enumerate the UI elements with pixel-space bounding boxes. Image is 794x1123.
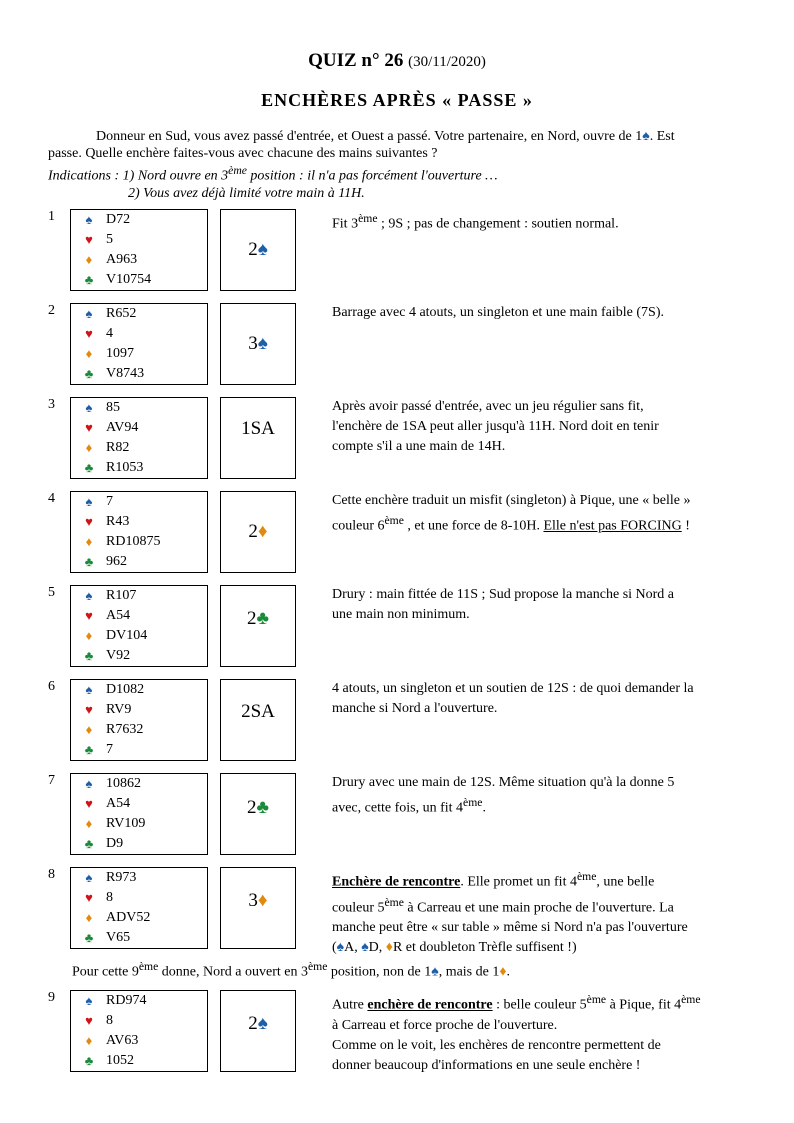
- diamond-cards: AV63: [106, 1033, 139, 1048]
- spade-cards: R973: [106, 870, 137, 885]
- diamond-icon: ♦: [85, 1033, 93, 1048]
- hand-box: [70, 679, 208, 761]
- diamond-cards: A963: [106, 252, 138, 267]
- bid-level: 2: [248, 1013, 258, 1034]
- club-icon: ♣: [84, 836, 94, 851]
- deal-5: [48, 585, 758, 667]
- spade-cards: R652: [106, 306, 137, 321]
- spade-cards: RD974: [106, 993, 147, 1008]
- heart-icon: ♥: [85, 890, 93, 905]
- spade-icon: ♠: [85, 494, 93, 509]
- bid-level: 2: [248, 521, 258, 542]
- spade-icon: ♠: [642, 129, 650, 144]
- deal-1: [48, 209, 758, 291]
- deal-3: [48, 397, 758, 479]
- diamond-icon: ♦: [257, 890, 268, 911]
- diamond-icon: ♦: [257, 521, 268, 542]
- deal-comment: Après avoir passé d'entrée, avec un jeu régulier sans fit, l'enchère de 1SA peut aller jusqu'à 11H. Nord doit en tenir compte s'il a une main de 14H.: [332, 399, 659, 454]
- quiz-date: (30/11/2020): [408, 54, 486, 70]
- heart-icon: ♥: [85, 702, 93, 717]
- spade-icon: ♠: [85, 870, 93, 885]
- club-cards: 7: [106, 742, 113, 757]
- deal-number: 2: [48, 303, 55, 318]
- deal-6: [48, 679, 758, 761]
- spade-icon: ♠: [85, 776, 93, 791]
- hand-box: [70, 773, 208, 855]
- intro-line-1: Donneur en Sud, vous avez passé d'entrée, et Ouest a passé. Votre partenaire, en Nord, ouvre de 1♠. Est: [96, 129, 675, 144]
- deal-comment: 4 atouts, un singleton et un soutien de 12S : de quoi demander la manche si Nord a l'ouverture.: [332, 681, 694, 716]
- heart-cards: 5: [106, 232, 113, 247]
- deal-number: 6: [48, 679, 55, 694]
- spade-icon: ♠: [85, 588, 93, 603]
- spade-icon: ♠: [85, 400, 93, 415]
- diamond-icon: ♦: [85, 910, 93, 925]
- spade-cards: D72: [106, 212, 131, 227]
- heart-cards: RV9: [106, 702, 132, 717]
- quiz-title: QUIZ n° 26: [308, 50, 404, 71]
- spade-icon: ♠: [257, 239, 268, 260]
- heart-icon: ♥: [85, 1013, 93, 1028]
- bid-box: [220, 585, 296, 667]
- heart-cards: AV94: [106, 420, 139, 435]
- spade-icon: ♠: [361, 940, 369, 956]
- deal-comment: Cette enchère traduit un misfit (singleton) à Pique, une « belle » couleur 6ème , et une force de 8-10H. Elle n'est pas FORCING !: [332, 493, 691, 534]
- intro-text: [48, 128, 748, 202]
- diamond-icon: ♦: [385, 940, 393, 956]
- enchere-rencontre-label: enchère de rencontre: [367, 997, 493, 1013]
- hand-box: [70, 990, 208, 1072]
- club-cards: V65: [106, 930, 131, 945]
- deal-4: [48, 491, 758, 573]
- diamond-icon: ♦: [85, 628, 93, 643]
- spade-icon: ♠: [85, 682, 93, 697]
- diamond-icon: ♦: [85, 534, 93, 549]
- heart-icon: ♥: [85, 514, 93, 529]
- heart-cards: 4: [106, 326, 113, 341]
- club-icon: ♣: [84, 366, 94, 381]
- diamond-cards: R7632: [106, 722, 144, 737]
- intro-line-2: passe. Quelle enchère faites-vous avec chacune des mains suivantes ?: [48, 146, 438, 161]
- hand-box: [70, 867, 208, 949]
- diamond-icon: ♦: [85, 252, 93, 267]
- spade-cards: D1082: [106, 682, 145, 697]
- deal-comment: Drury avec une main de 12S. Même situation qu'à la donne 5 avec, cette fois, un fit 4ème.: [332, 775, 675, 816]
- club-cards: D9: [106, 836, 124, 851]
- bid-box: [220, 867, 296, 949]
- spade-icon: ♠: [336, 940, 345, 956]
- diamond-cards: 1097: [106, 346, 134, 361]
- not-forcing-note: Elle n'est pas FORCING: [543, 518, 682, 534]
- indication-2: 2) Vous avez déjà limité votre main à 11H.: [128, 185, 365, 201]
- deal-number: 4: [48, 491, 55, 506]
- spade-icon: ♠: [431, 964, 439, 980]
- deal-number: 7: [48, 773, 55, 788]
- enchere-rencontre-label: Enchère de rencontre: [332, 874, 461, 890]
- deal-comment: Drury : main fittée de 11S ; Sud propose la manche si Nord a une main non minimum.: [332, 587, 675, 622]
- diamond-icon: ♦: [85, 346, 93, 361]
- diamond-icon: ♦: [85, 722, 93, 737]
- deal-9-note: Pour cette 9ème donne, Nord a ouvert en 3ème position, non de 1♠, mais de 1♦.: [72, 960, 510, 980]
- diamond-cards: R82: [106, 440, 130, 455]
- club-cards: V10754: [106, 272, 152, 287]
- spade-icon: ♠: [257, 333, 268, 354]
- bid-level: 2SA: [241, 701, 275, 722]
- spade-icon: ♠: [85, 306, 93, 321]
- club-icon: ♣: [84, 460, 94, 475]
- heart-icon: ♥: [85, 232, 93, 247]
- diamond-icon: ♦: [85, 816, 93, 831]
- bid-level: 2: [248, 239, 258, 260]
- spade-cards: 85: [106, 400, 120, 415]
- diamond-cards: RV109: [106, 816, 146, 831]
- club-icon: ♣: [84, 1053, 94, 1068]
- diamond-cards: RD10875: [106, 534, 161, 549]
- hand-box: [70, 397, 208, 479]
- deal-8: [48, 867, 758, 956]
- deal-number: 9: [48, 990, 55, 1005]
- hand-box: [70, 585, 208, 667]
- heart-icon: ♥: [85, 420, 93, 435]
- spade-cards: 7: [106, 494, 113, 509]
- diamond-cards: DV104: [106, 628, 148, 643]
- spade-icon: ♠: [257, 1013, 268, 1034]
- deal-number: 8: [48, 867, 55, 882]
- bid-box: [220, 491, 296, 573]
- spade-cards: 10862: [106, 776, 141, 791]
- spade-cards: R107: [106, 588, 137, 603]
- deal-number: 5: [48, 585, 55, 600]
- club-icon: ♣: [84, 272, 94, 287]
- deal-number: 1: [48, 209, 55, 224]
- deal-comment: Enchère de rencontre. Elle promet un fit 4ème, une belle couleur 5ème à Carreau et une main proche de l'ouverture. La manche peut être « sur table » même si Nord n'a pas l'ouverture (♠A, ♠D, ♦R et doubleton Trèfle suffisent !): [332, 870, 688, 956]
- bid-level: 3: [248, 333, 258, 354]
- club-cards: V8743: [106, 366, 145, 381]
- spade-icon: ♠: [85, 993, 93, 1008]
- diamond-icon: ♦: [499, 964, 507, 980]
- hand-box: [70, 209, 208, 291]
- heart-cards: A54: [106, 608, 131, 623]
- diamond-cards: ADV52: [106, 910, 151, 925]
- heart-cards: R43: [106, 514, 130, 529]
- hand-box: [70, 303, 208, 385]
- heart-icon: ♥: [85, 796, 93, 811]
- club-icon: ♣: [256, 797, 269, 818]
- heart-icon: ♥: [85, 608, 93, 623]
- club-cards: 962: [106, 554, 127, 569]
- club-cards: V92: [106, 648, 131, 663]
- bid-box: [220, 397, 296, 479]
- club-icon: ♣: [84, 742, 94, 757]
- deal-number: 3: [48, 397, 55, 412]
- heart-icon: ♥: [85, 326, 93, 341]
- club-icon: ♣: [256, 608, 269, 629]
- deal-2: [48, 303, 758, 385]
- heart-cards: 8: [106, 1013, 113, 1028]
- bid-level: 1SA: [241, 418, 275, 439]
- bid-box: [220, 773, 296, 855]
- page-subtitle: ENCHÈRES APRÈS « PASSE »: [261, 90, 533, 110]
- bid-level: 3: [248, 890, 258, 911]
- deal-comment: Barrage avec 4 atouts, un singleton et une main faible (7S).: [332, 305, 665, 320]
- club-icon: ♣: [84, 930, 94, 945]
- bid-box: [220, 679, 296, 761]
- page-title: [0, 50, 794, 72]
- deal-9: [48, 990, 758, 1072]
- deal-7: [48, 773, 758, 855]
- hand-box: [70, 491, 208, 573]
- club-cards: R1053: [106, 460, 144, 475]
- spade-icon: ♠: [85, 212, 93, 227]
- bid-level: 2: [247, 797, 257, 818]
- heart-cards: A54: [106, 796, 131, 811]
- deal-comment: Fit 3ème ; 9S ; pas de changement : soutien normal.: [332, 212, 619, 232]
- club-icon: ♣: [84, 648, 94, 663]
- heart-cards: 8: [106, 890, 113, 905]
- bid-box: [220, 303, 296, 385]
- indication-1: Indications : 1) Nord ouvre en 3ème position : il n'a pas forcément l'ouverture …: [48, 164, 498, 184]
- club-icon: ♣: [84, 554, 94, 569]
- club-cards: 1052: [106, 1053, 134, 1068]
- diamond-icon: ♦: [85, 440, 93, 455]
- bid-level: 2: [247, 608, 257, 629]
- bid-box: [220, 990, 296, 1072]
- bid-box: [220, 209, 296, 291]
- deal-comment: Autre enchère de rencontre : belle couleur 5ème à Pique, fit 4ème à Carreau et force proche de l'ouverture. Comme on le voit, les enchères de rencontre permettent de donner beaucoup d'informations en une seule enchère !: [332, 993, 701, 1073]
